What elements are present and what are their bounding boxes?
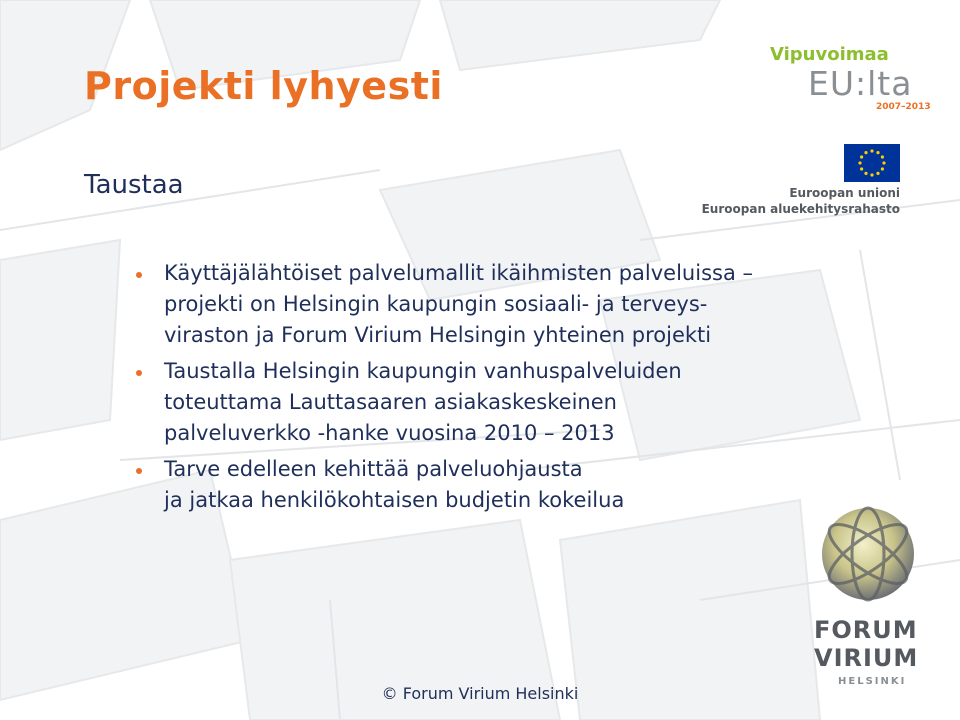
vipuvoimaa-eu-text: EU:lta [808,64,913,103]
bullet-text-line: palveluverkko -hanke vuosina 2010 – 2013 [164,421,615,445]
vipuvoimaa-years: 2007–2013 [876,102,931,112]
bullet-item [134,258,834,351]
slide-title: Projekti lyhyesti [84,64,443,108]
bullet-dot-icon [136,272,142,278]
vipuvoimaa-logo [764,44,934,116]
bullet-text-line: projekti on Helsingin kaupungin sosiaali- ja terveys- [164,292,708,316]
vipuvoimaa-word: Vipuvoimaa [770,44,889,65]
bullet-item [134,454,834,516]
bullet-dot-icon [136,370,142,376]
bullet-text-line: viraston ja Forum Virium Helsingin yhteinen projekti [164,323,712,347]
forum-virium-logo [802,504,942,694]
eu-flag-icon [844,144,900,182]
bullet-text-line: ja jatkaa henkilökohtaisen budjetin kokeilua [164,488,625,512]
bullet-text-line: Käyttäjälähtöiset palvelumallit ikäihmisten palveluissa – [164,261,753,285]
globe-icon [818,504,918,604]
bullet-list [134,258,834,521]
bullet-text-line: Taustalla Helsingin kaupungin vanhuspalveluiden [164,359,682,383]
slide-subtitle: Taustaa [84,170,184,200]
footer-copyright: © Forum Virium Helsinki [381,684,579,703]
eu-union-text: Euroopan unioni [789,186,900,200]
bullet-item [134,356,834,449]
forum-virium-word-forum: FORUM [814,616,918,644]
bullet-dot-icon [136,468,142,474]
eu-fund-logo [701,144,940,220]
bullet-text-line: Tarve edelleen kehittää palveluohjausta [164,457,583,481]
forum-virium-word-virium: VIRIUM [814,644,919,672]
eu-fund-text: Euroopan aluekehitysrahasto [701,202,900,216]
forum-virium-city: HELSINKI [838,676,907,687]
bullet-text-line: toteuttama Lauttasaaren asiakaskeskeinen [164,390,617,414]
